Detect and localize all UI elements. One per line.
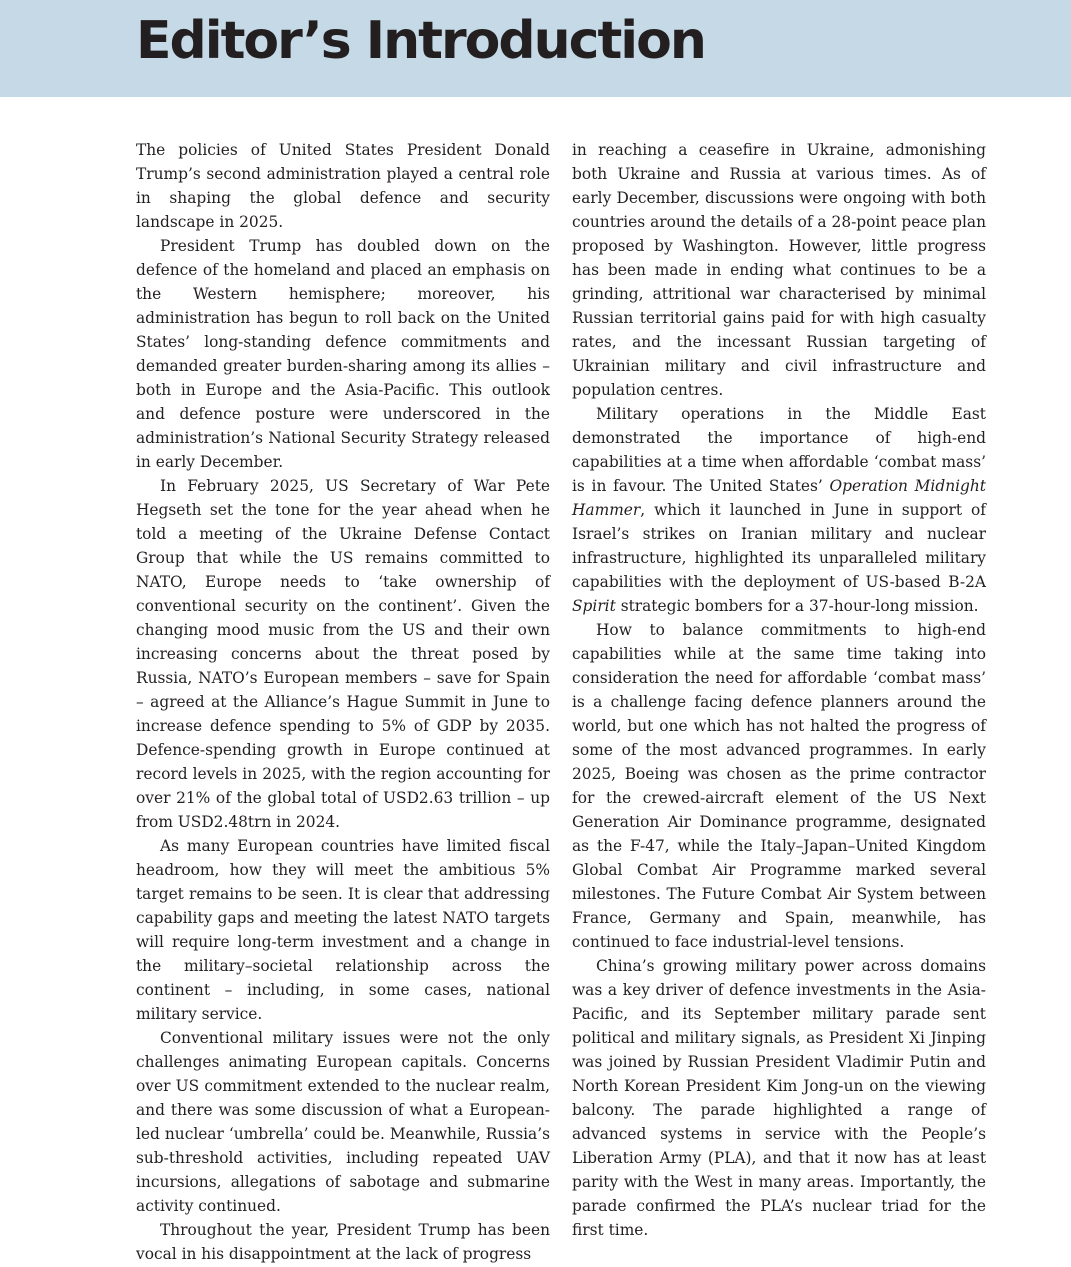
operation-name: Operation Midnight Hammer [572,477,986,519]
paragraph: As many European countries have limited fiscal headroom, how they will meet the ambitious 5% target remains to be seen. It is clear that addressing capability gaps and meeting the latest NATO targets will require long-term investment and a change in the military–societal relationship across the continent – including, in some cases, national military service. [136,837,550,1023]
paragraph: Throughout the year, President Trump has been vocal in his disappointment at the lack of progress [136,1221,550,1263]
aircraft-name: Spirit [572,597,616,615]
text-span: , which it launched in June in support of Israel’s strikes on Iranian military and nuclear infrastructure, highlighted its unparalleled military capabilities with the deployment of US-based B-2A [572,501,986,591]
paragraph: The policies of United States President Donald Trump’s second administration played a central role in shaping the global defence and security landscape in 2025. [136,141,550,231]
left-column [136,138,550,1266]
paragraph: President Trump has doubled down on the defence of the homeland and placed an emphasis on the Western hemisphere; moreover, his administration has begun to roll back on the United States’ long-standing defence commitments and demanded greater burden-sharing among its allies – both in Europe and the Asia-Pacific. This outlook and defence posture were underscored in the administration’s National Security Strategy released in early December. [136,237,550,471]
header-band [0,0,1071,97]
paragraph [572,402,986,618]
paragraph: In February 2025, US Secretary of War Pete Hegseth set the tone for the year ahead when he told a meeting of the Ukraine Defense Contact Group that while the US remains committed to NATO, Europe needs to ‘take ownership of conventional security on the continent’. Given the changing mood music from the US and their own increasing concerns about the threat posed by Russia, NATO’s European members – save for Spain – agreed at the Alliance’s Hague Summit in June to increase defence spending to 5% of GDP by 2035. Defence-spending growth in Europe continued at record levels in 2025, with the region accounting for over 21% of the global total of USD2.63 trillion – up from USD2.48trn in 2024. [136,477,550,831]
paragraph: China’s growing military power across domains was a key driver of defence investments in the Asia-Pacific, and its September military parade sent political and military signals, as President Xi Jinping was joined by Russian President Vladimir Putin and North Korean President Kim Jong-un on the viewing balcony. The parade highlighted a range of advanced systems in service with the People’s Liberation Army (PLA), and that it now has at least parity with the West in many areas. Importantly, the parade confirmed the PLA’s nuclear triad for the first time. [572,957,986,1239]
right-column [572,138,986,1242]
page-title: Editor’s Introduction [136,11,705,71]
text-span: Military operations in the Middle East demonstrated the importance of high-end capabilities at a time when affordable ‘combat mass’ is in favour. The United States’ [572,405,986,495]
paragraph-continued: in reaching a ceasefire in Ukraine, admonishing both Ukraine and Russia at various times. As of early December, discussions were ongoing with both countries around the details of a 28-point peace plan proposed by Washington. However, little progress has been made in ending what continues to be a grinding, attritional war characterised by minimal Russian territorial gains paid for with high casualty rates, and the incessant Russian targeting of Ukrainian military and civil infrastructure and population centres. [572,141,986,399]
paragraph: How to balance commitments to high-end capabilities while at the same time taking into consideration the need for affordable ‘combat mass’ is a challenge facing defence planners around the world, but one which has not halted the progress of some of the most advanced programmes. In early 2025, Boeing was chosen as the prime contractor for the crewed-aircraft element of the US Next Generation Air Dominance programme, designated as the F-47, while the Italy–Japan–United Kingdom Global Combat Air Programme marked several milestones. The Future Combat Air System between France, Germany and Spain, meanwhile, has continued to face industrial-level tensions. [572,621,986,951]
paragraph: Conventional military issues were not the only challenges animating European capitals. Concerns over US commitment extended to the nuclear realm, and there was some discussion of what a European-led nuclear ‘umbrella’ could be. Meanwhile, Russia’s sub-threshold activities, including repeated UAV incursions, allegations of sabotage and submarine activity continued. [136,1029,550,1215]
text-span: strategic bombers for a 37-hour-long mission. [615,597,979,615]
